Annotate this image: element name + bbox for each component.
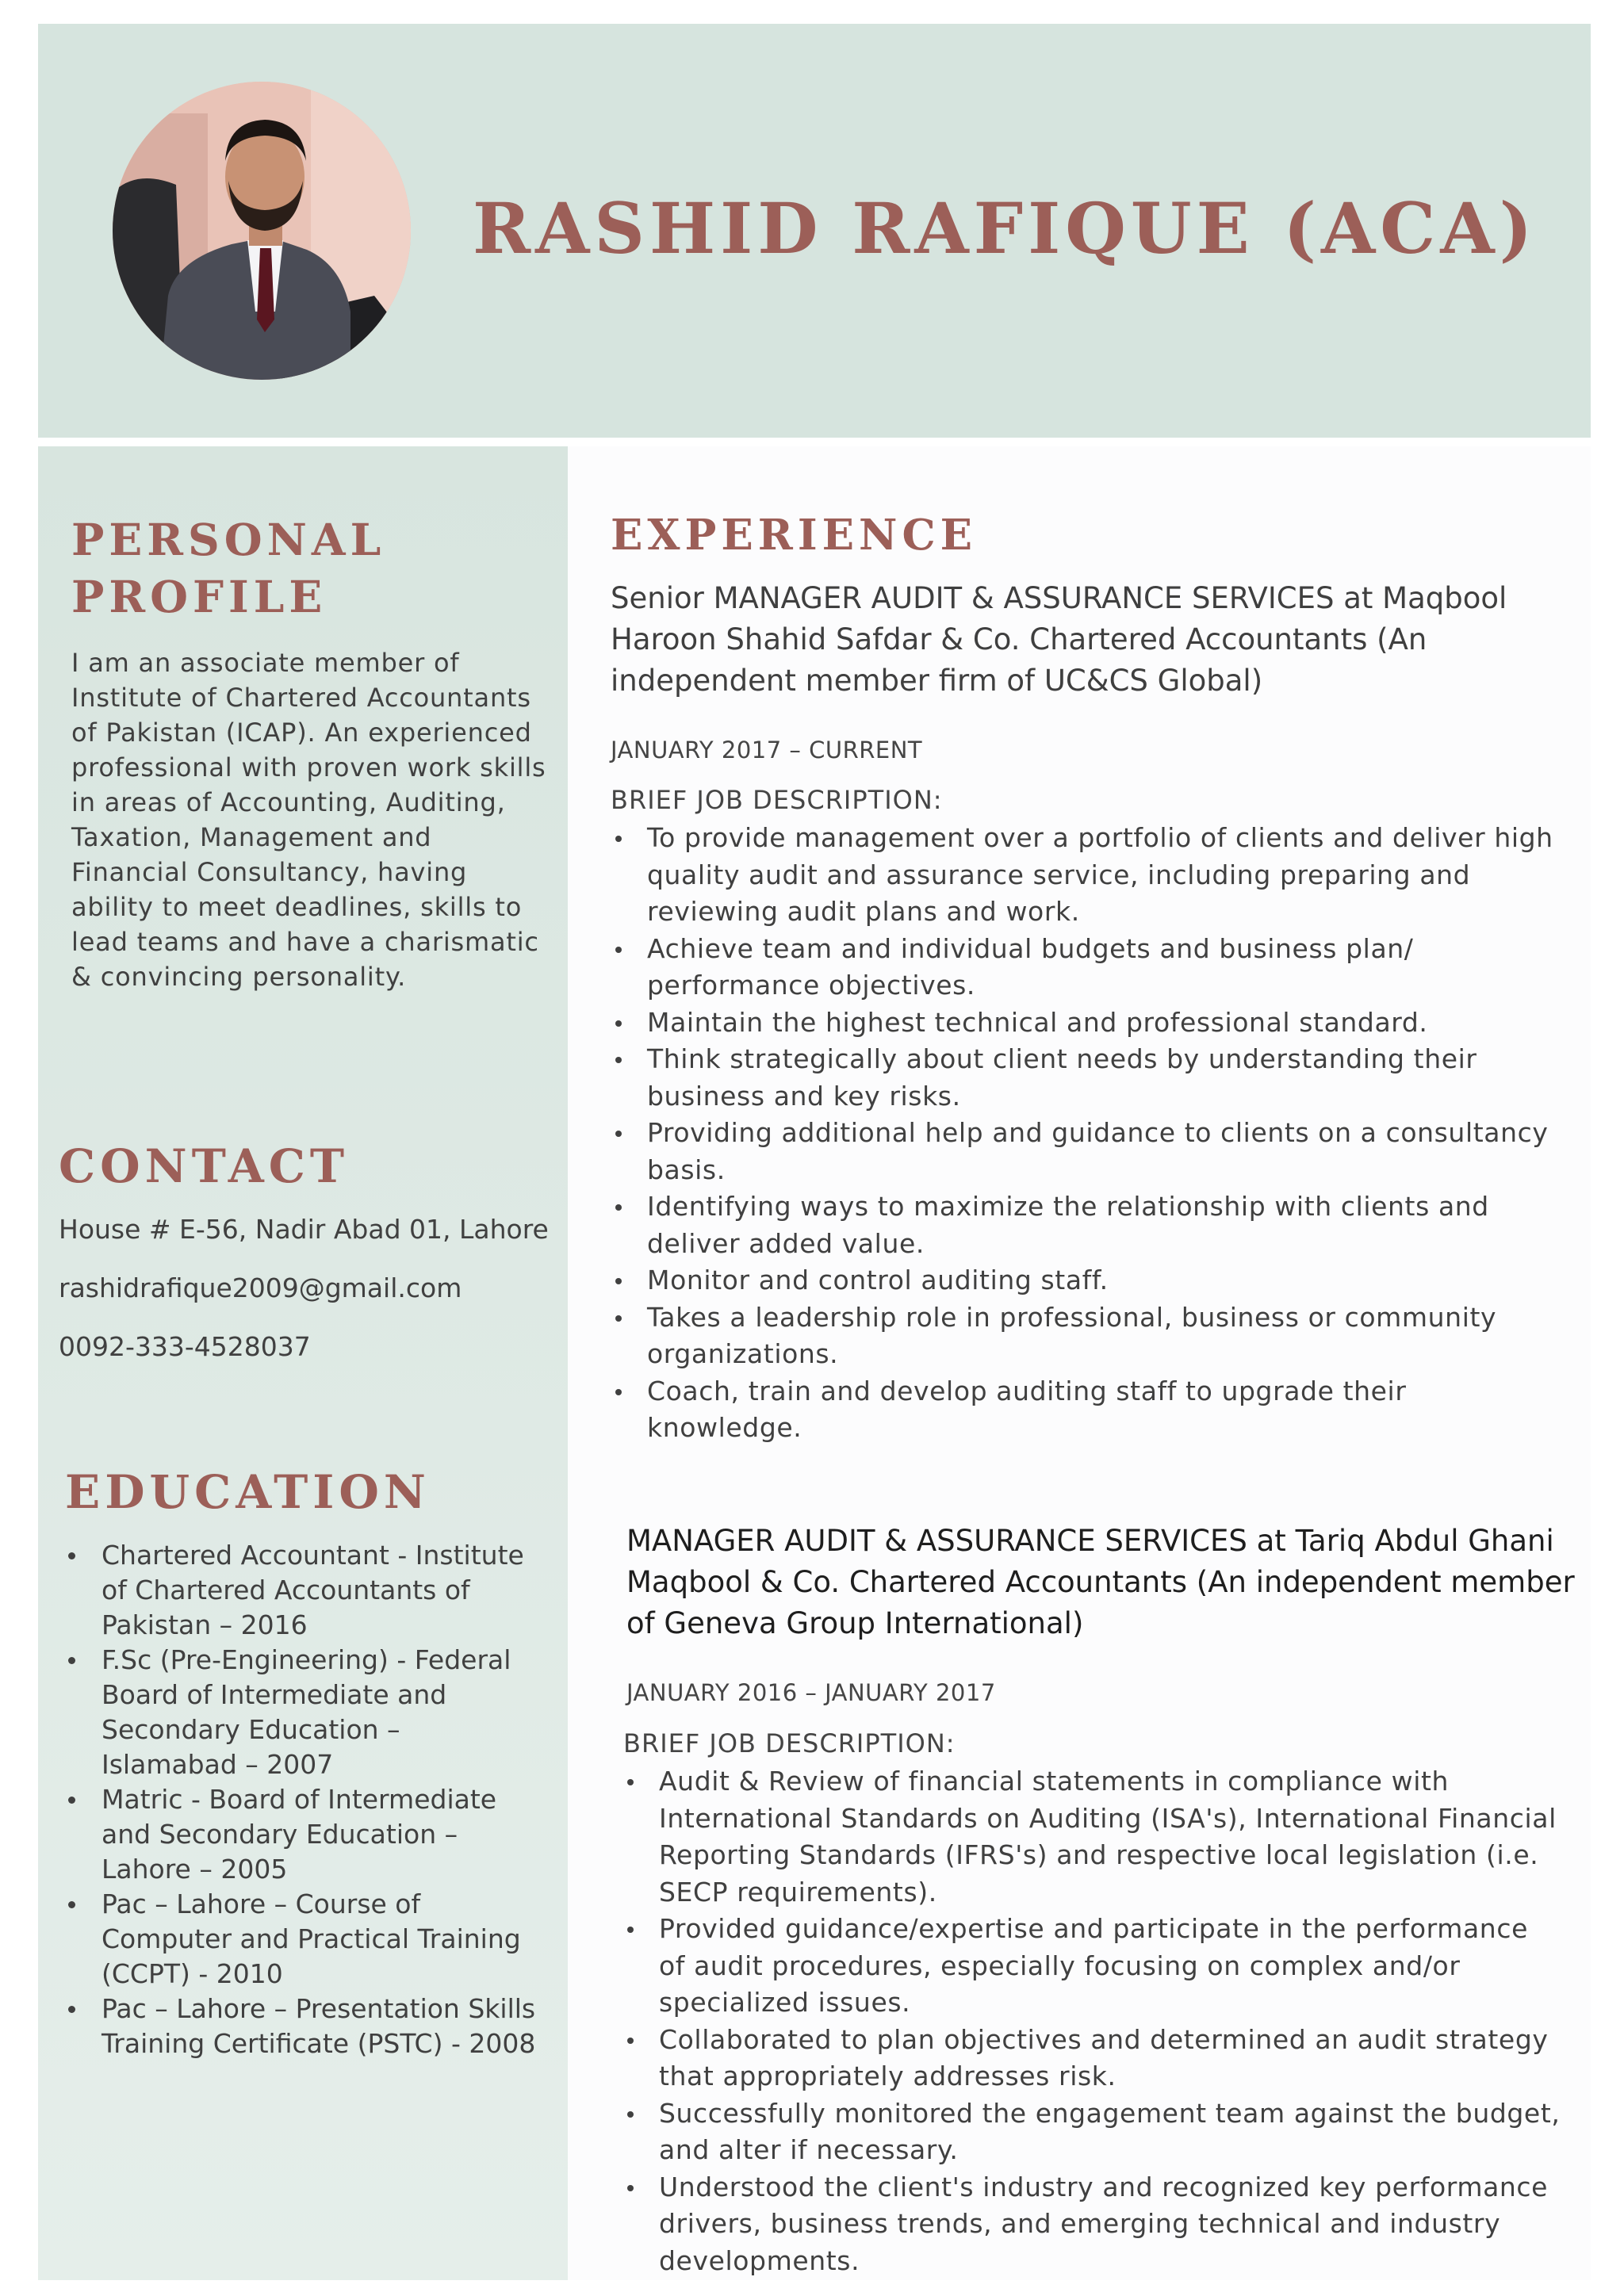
contact-address: House # E-56, Nadir Abad 01, Lahore xyxy=(59,1214,549,1245)
job-bullet: Achieve team and individual budgets and business plan/ performance objectives. xyxy=(611,931,1562,1004)
job-bullet: Provided guidance/expertise and participate in the performance of audit procedures, especially focusing on complex and/or specialized issues. xyxy=(622,1911,1562,2022)
personal-profile-heading-line2: PROFILE xyxy=(71,571,327,622)
job-bullet: Successfully monitored the engagement team against the budget, and alter if necessary. xyxy=(622,2095,1562,2169)
job-bullet: Think strategically about client needs by understanding their business and key risks. xyxy=(611,1041,1562,1115)
job-bullet: To provide management over a portfolio of clients and deliver high quality audit and assurance service, including preparing and reviewing audit plans and work. xyxy=(611,820,1562,931)
contact-heading: CONTACT xyxy=(59,1139,350,1193)
profile-photo xyxy=(113,82,411,380)
job-bullet: Collaborated to plan objectives and determined an audit strategy that appropriately addresses risk. xyxy=(622,2022,1562,2095)
job-bullets xyxy=(622,1763,1562,2279)
experience-heading: EXPERIENCE xyxy=(611,511,978,560)
job-bullets xyxy=(611,820,1562,1447)
personal-profile-text: I am an associate member of Institute of Chartered Accountants of Pakistan (ICAP). An experienced professional with proven work skills in areas of Accounting, Auditing, Taxation, Management and Financial Consultancy, having ability to meet deadlines, skills to lead teams and have a charismatic & convincing personality. xyxy=(71,648,546,992)
job-brief-label: BRIEF JOB DESCRIPTION: xyxy=(623,1728,956,1758)
job-bullet: Coach, train and develop auditing staff to upgrade their knowledge. xyxy=(611,1373,1562,1447)
education-heading: EDUCATION xyxy=(65,1465,431,1519)
job-bullet: Takes a leadership role in professional, business or community organizations. xyxy=(611,1299,1562,1373)
education-item: F.Sc (Pre-Engineering) - Federal Board of Intermediate and Secondary Education – Islamabad – 2007 xyxy=(65,1643,541,1782)
education-item: Chartered Accountant - Institute of Chartered Accountants of Pakistan – 2016 xyxy=(65,1538,541,1643)
candidate-name: RASHID RAFIQUE (ACA) xyxy=(473,187,1538,270)
contact-email[interactable]: rashidrafique2009@gmail.com xyxy=(59,1272,462,1303)
education-item: Matric - Board of Intermediate and Secondary Education – Lahore – 2005 xyxy=(65,1782,541,1887)
job-bullet: Identifying ways to maximize the relationship with clients and deliver added value. xyxy=(611,1188,1562,1262)
job-bullet: Providing additional help and guidance to clients on a consultancy basis. xyxy=(611,1115,1562,1188)
job-title: MANAGER AUDIT & ASSURANCE SERVICES at Tariq Abdul Ghani Maqbool & Co. Chartered Accountants (An independent member of Geneva Group International) xyxy=(626,1524,1575,1640)
education-item: Pac – Lahore – Presentation Skills Training Certificate (PSTC) - 2008 xyxy=(65,1992,541,2061)
avatar xyxy=(113,82,411,380)
job-bullet: Monitor and control auditing staff. xyxy=(611,1262,1562,1299)
personal-profile-heading xyxy=(71,511,515,626)
job-bullet: Maintain the highest technical and professional standard. xyxy=(611,1004,1562,1042)
personal-profile-heading-line1: PERSONAL xyxy=(71,514,386,565)
job-brief-label: BRIEF JOB DESCRIPTION: xyxy=(611,785,943,815)
job-title: Senior MANAGER AUDIT & ASSURANCE SERVICES at Maqbool Haroon Shahid Safdar & Co. Chartered Accountants (An independent member firm of UC&CS Global) xyxy=(611,581,1507,698)
job-bullet: Audit & Review of financial statements in compliance with International Standards on Auditing (ISA's), International Financial Reporting Standards (IFRS's) and respective local legislation (i.e. SECP requirements). xyxy=(622,1763,1562,1911)
job-bullet: Understood the client's industry and recognized key performance drivers, business trends, and emerging technical and industry developments. xyxy=(622,2169,1562,2280)
contact-phone[interactable]: 0092-333-4528037 xyxy=(59,1331,311,1362)
job-dates: JANUARY 2017 – CURRENT xyxy=(611,737,923,763)
education-item: Pac – Lahore – Course of Computer and Practical Training (CCPT) - 2010 xyxy=(65,1887,541,1992)
job-dates: JANUARY 2016 – JANUARY 2017 xyxy=(626,1679,996,1706)
education-list xyxy=(65,1538,541,2061)
